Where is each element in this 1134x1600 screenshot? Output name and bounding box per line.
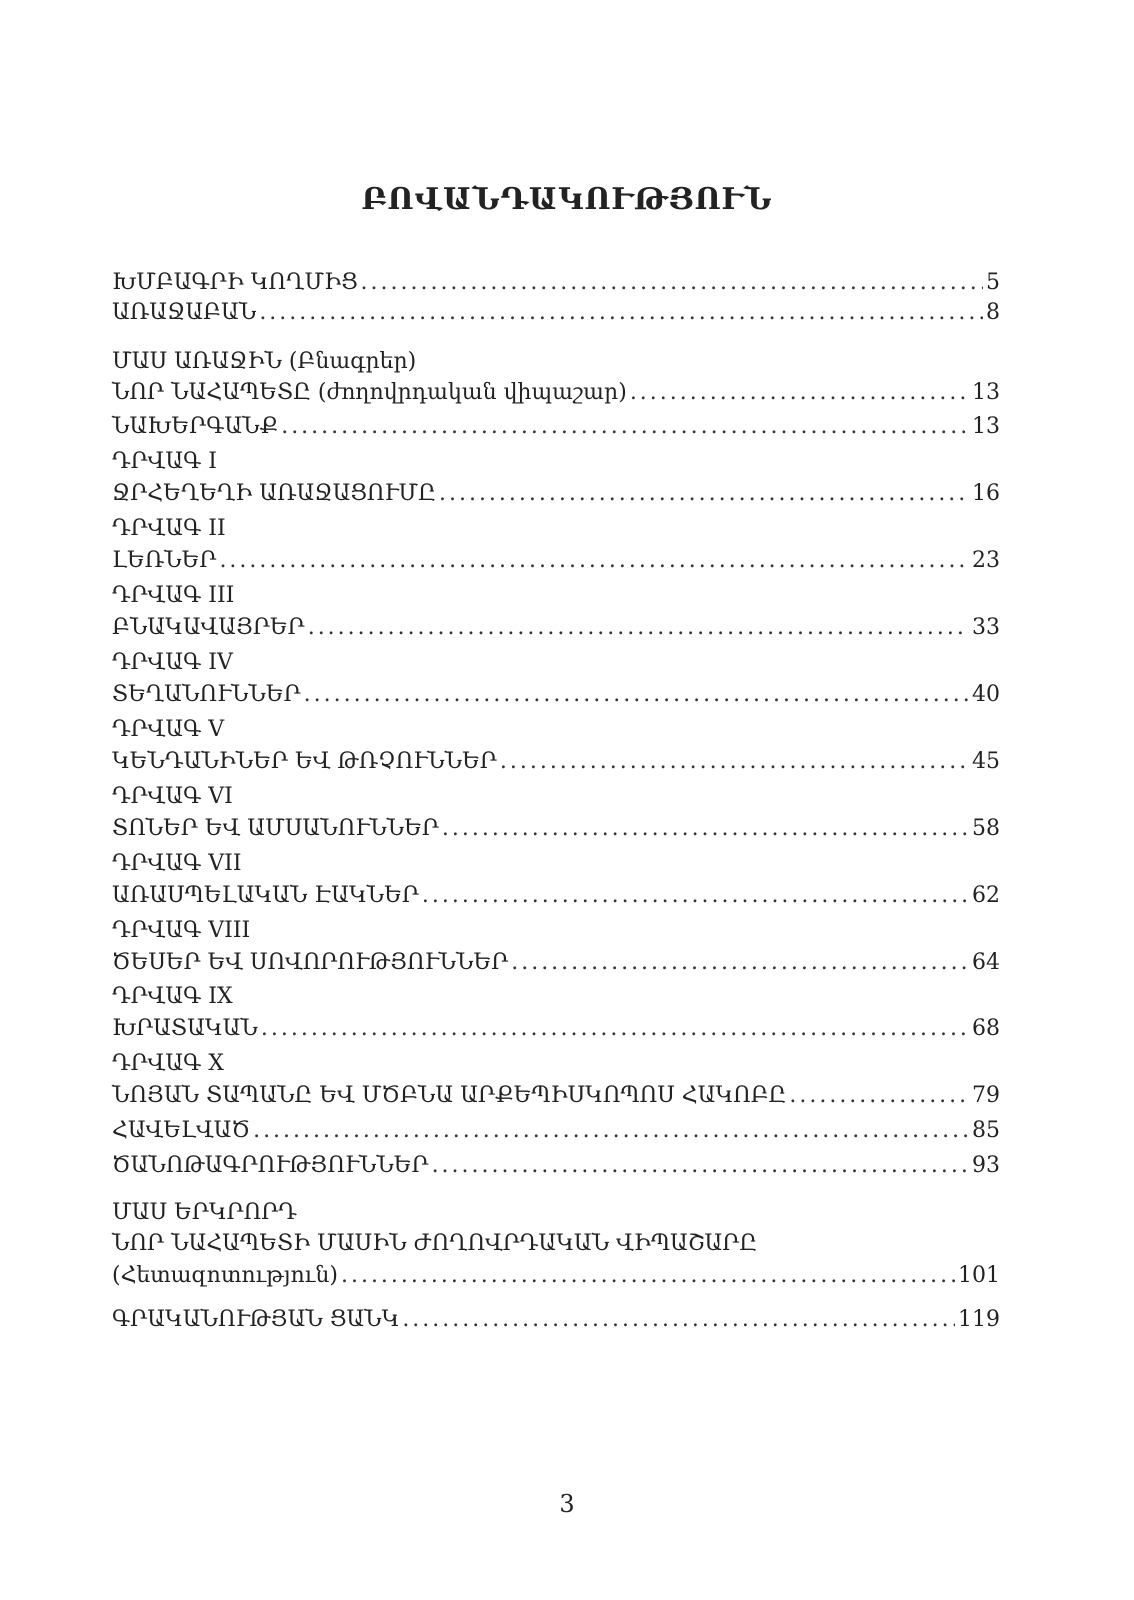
toc-entry-title: ԽՐԱՏԱԿԱՆ — [112, 1016, 258, 1041]
toc-entry-title: ՋՐՀԵՂԵՂԻ ԱՌԱՋԱՑՈՒՄԸ — [112, 481, 436, 506]
toc-entry-title: ՆԱԽԵՐԳԱՆՔ — [112, 414, 279, 439]
toc-leader-dots — [341, 1261, 955, 1291]
toc-entry — [112, 680, 1000, 710]
toc-entry-page: 101 — [958, 1263, 1000, 1288]
toc-entry-page: 45 — [972, 749, 1000, 774]
toc-section-label — [112, 849, 1000, 879]
toc-entry-page: 33 — [972, 615, 1000, 640]
toc-leader-dots — [789, 1081, 969, 1111]
toc-entry-title: ԴՐՎԱԳ IV — [112, 650, 233, 675]
toc-entry-title: ՆՈՐ ՆԱՀԱՊԵՏԸ (ժողովրդական վիպաշար) — [112, 380, 627, 405]
toc-leader-dots — [432, 1151, 969, 1181]
toc-entry-title: ԲՆԱԿԱՎԱՅՐԵՐ — [112, 615, 305, 640]
toc-leader-dots — [304, 680, 969, 710]
toc-leader-dots — [308, 613, 969, 643]
toc-leader-dots — [281, 412, 969, 442]
toc-entry-page: 23 — [972, 548, 1000, 573]
toc-entry — [112, 1116, 1000, 1146]
toc-entry-title: ԴՐՎԱԳ VIII — [112, 918, 251, 943]
toc-entry-title: ՀԱՎԵԼՎԱԾ — [112, 1118, 251, 1143]
toc-leader-dots — [219, 546, 969, 576]
toc-entry-title: ԴՐՎԱԳ X — [112, 1051, 224, 1076]
toc-entry-title: ԿԵՆԴԱՆԻՆԵՐ ԵՎ ԹՌՉՈՒՆՆԵՐ — [112, 749, 497, 774]
toc-entry-page: 13 — [972, 380, 1000, 405]
toc-entry — [112, 881, 1000, 911]
toc-entry — [112, 948, 1000, 978]
toc-leader-dots — [402, 1305, 955, 1335]
toc-entry-title: ԴՐՎԱԳ V — [112, 717, 225, 742]
toc-entry-title: ԴՐՎԱԳ II — [112, 516, 226, 541]
toc-entry — [112, 412, 1000, 442]
table-of-contents — [112, 0, 1000, 1600]
toc-entry-page: 62 — [972, 883, 1000, 908]
toc-entry — [112, 1261, 1000, 1291]
toc-section-label — [112, 347, 1000, 377]
toc-entry-page: 68 — [972, 1016, 1000, 1041]
toc-entry — [112, 747, 1000, 777]
toc-section-label — [112, 715, 1000, 745]
page-number: 3 — [559, 1490, 575, 1518]
toc-section-label — [112, 581, 1000, 611]
toc-entry — [112, 378, 1000, 408]
toc-section-label — [112, 782, 1000, 812]
toc-entry — [112, 1014, 1000, 1044]
toc-section-label — [112, 1049, 1000, 1079]
toc-entry-page: 16 — [972, 481, 1000, 506]
page-title: ԲՈՎԱՆԴԱԿՈՒԹՅՈՒՆ — [361, 182, 773, 217]
toc-entry-title: ԳՐԱԿԱՆՈՒԹՅԱՆ ՑԱՆԿ — [112, 1307, 400, 1332]
toc-entry-page: 93 — [972, 1153, 1000, 1178]
toc-entry — [112, 298, 1000, 328]
toc-leader-dots — [253, 1116, 969, 1146]
toc-entry-title: ԼԵՌՆԵՐ — [112, 548, 217, 573]
toc-section-label — [112, 1229, 1000, 1259]
toc-entry-page: 5 — [986, 270, 1000, 295]
toc-entry — [112, 1305, 1000, 1335]
toc-entry — [112, 479, 1000, 509]
toc-entry-title: ԾԵՍԵՐ ԵՎ ՍՈՎՈՐՈՒԹՅՈՒՆՆԵՐ — [112, 950, 509, 975]
toc-section-label — [112, 648, 1000, 678]
toc-entry-title: ՄԱՍ ԱՌԱՋԻՆ (Բնագրեր) — [112, 349, 417, 374]
toc-entry-title: ԴՐՎԱԳ IX — [112, 984, 233, 1009]
toc-section-label — [112, 982, 1000, 1012]
toc-entry-title: ՆՈՅԱՆ ՏԱՊԱՆԸ ԵՎ ՄԾԲՆԱ ԱՐՔԵՊԻՍԿՈՊՈՍ ՀԱԿՈԲԸ — [112, 1083, 787, 1108]
toc-entry-page: 79 — [972, 1083, 1000, 1108]
toc-entry-title: ԱՌԱՋԱԲԱՆ — [112, 300, 257, 325]
toc-entry-title: ԾԱՆՈԹԱԳՐՈՒԹՅՈՒՆՆԵՐ — [112, 1153, 429, 1178]
toc-entry-title: ԴՐՎԱԳ VI — [112, 784, 233, 809]
toc-section-label — [112, 447, 1000, 477]
toc-entry — [112, 1081, 1000, 1111]
toc-entry — [112, 268, 1000, 298]
toc-entry-page: 64 — [972, 950, 1000, 975]
toc-entry-page: 85 — [972, 1118, 1000, 1143]
toc-entry-page: 58 — [972, 816, 1000, 841]
toc-leader-dots — [261, 1014, 969, 1044]
toc-leader-dots — [511, 948, 969, 978]
toc-leader-dots — [442, 814, 969, 844]
toc-entry — [112, 613, 1000, 643]
toc-leader-dots — [439, 479, 969, 509]
toc-leader-dots — [361, 268, 983, 298]
toc-entry-title: ԽՄԲԱԳՐԻ ԿՈՂՄԻՑ — [112, 270, 358, 295]
toc-entry-title: ՏԵՂԱՆՈՒՆՆԵՐ — [112, 682, 301, 707]
toc-entry-page: 40 — [972, 682, 1000, 707]
toc-entry-page: 119 — [958, 1307, 1000, 1332]
toc-entry — [112, 546, 1000, 576]
toc-entry-page: 8 — [986, 300, 1000, 325]
toc-entry-title: ՄԱՍ ԵՐԿՐՈՐԴ — [112, 1200, 297, 1225]
toc-section-label — [112, 1198, 1000, 1228]
toc-leader-dots — [259, 298, 983, 328]
toc-entry-title: ՆՈՐ ՆԱՀԱՊԵՏԻ ՄԱՍԻՆ ԺՈՂՈՎՐԴԱԿԱՆ ՎԻՊԱՇԱՐԸ — [112, 1231, 758, 1256]
toc-leader-dots — [630, 378, 969, 408]
toc-entry — [112, 814, 1000, 844]
toc-leader-dots — [500, 747, 969, 777]
toc-entry-title: ԴՐՎԱԳ I — [112, 449, 217, 474]
toc-leader-dots — [422, 881, 969, 911]
toc-entry-title: (Հետազոտություն) — [112, 1263, 338, 1288]
toc-entry-page: 13 — [972, 414, 1000, 439]
toc-section-label — [112, 916, 1000, 946]
toc-entry-title: ՏՈՆԵՐ ԵՎ ԱՄՍԱՆՈՒՆՆԵՐ — [112, 816, 439, 841]
toc-entry-title: ԴՐՎԱԳ III — [112, 583, 235, 608]
toc-entry — [112, 1151, 1000, 1181]
toc-entry-title: ԱՌԱՍՊԵԼԱԿԱՆ ԷԱԿՆԵՐ — [112, 883, 419, 908]
toc-entry-title: ԴՐՎԱԳ VII — [112, 851, 242, 876]
toc-section-label — [112, 514, 1000, 544]
